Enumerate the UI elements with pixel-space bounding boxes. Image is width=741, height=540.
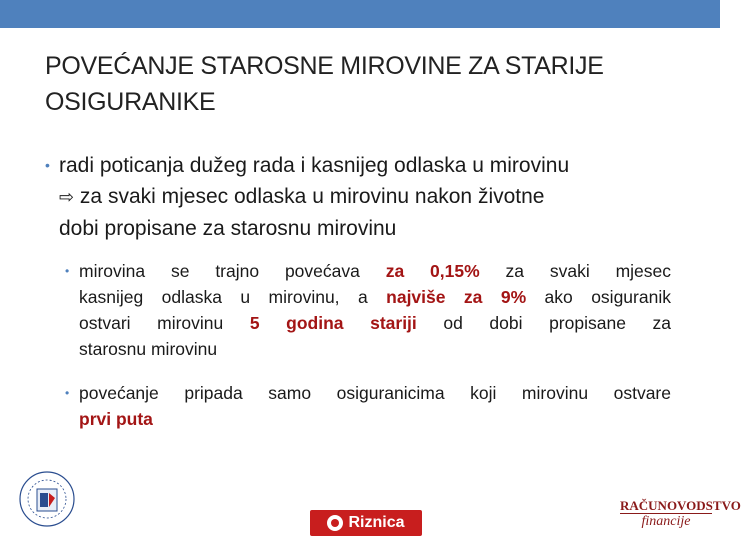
sub2-line1: povećanje pripada samo osiguranicima koji mirovinu ostvare xyxy=(79,383,671,403)
sub1-line1 xyxy=(79,258,671,284)
sub1-line2 xyxy=(79,284,671,310)
sub1-text: ostvari mirovinu xyxy=(79,313,250,333)
bullet1-line3: dobi propisane za starosnu mirovinu xyxy=(59,217,397,240)
sub1-line3 xyxy=(79,310,671,336)
highlight-first-time: prvi puta xyxy=(79,409,153,429)
riznica-emblem-icon xyxy=(327,515,343,531)
right-arrow-icon: ⇨ xyxy=(59,187,75,208)
sub-bullet-1-body xyxy=(65,258,671,362)
highlight-years: 5 godina stariji xyxy=(249,313,417,333)
bullet-dot-icon: • xyxy=(45,157,50,173)
sub1-line4: starosnu mirovinu xyxy=(79,339,218,359)
title-line-2: OSIGURANIKE xyxy=(45,88,216,116)
sub1-text: kasnijeg odlaska u mirovinu, a xyxy=(79,287,387,307)
sub-bullet-dot-icon: • xyxy=(65,264,70,278)
sub1-text: mirovina se trajno povećava xyxy=(79,261,386,281)
bullet1-line1: radi poticanja dužeg rada i kasnijeg odlaska u mirovinu xyxy=(59,154,570,177)
highlight-max: najviše za 9% xyxy=(386,287,527,307)
top-accent-bar xyxy=(0,0,720,28)
sub1-text: ako osiguranik xyxy=(526,287,671,307)
sub1-text: od dobi propisane za xyxy=(416,313,671,333)
racunovodstvo-logo-line2: financije xyxy=(641,514,691,529)
sub-bullet-2-body xyxy=(65,380,671,432)
sub-bullet-2 xyxy=(65,380,671,432)
sub-bullet-dot-icon: • xyxy=(65,386,70,400)
riznica-logo-text: Riznica xyxy=(348,514,405,531)
racunovodstvo-logo xyxy=(620,498,741,529)
association-seal-icon xyxy=(18,470,76,528)
racunovodstvo-logo-line1: RAČUNOVODSTVO xyxy=(620,498,741,513)
sub-bullet-1 xyxy=(65,258,671,362)
slide-title xyxy=(45,48,665,120)
bullet1-line2-text: za svaki mjesec odlaska u mirovinu nakon životne xyxy=(74,185,545,208)
bullet1-line2 xyxy=(45,181,671,213)
bullet-level1 xyxy=(45,150,671,244)
title-line-1: POVEĆANJE STAROSNE MIROVINE ZA STARIJE xyxy=(45,52,604,80)
riznica-logo xyxy=(310,510,422,536)
sub1-text: za svaki mjesec xyxy=(479,261,672,281)
highlight-percent: za 0,15% xyxy=(385,261,480,281)
